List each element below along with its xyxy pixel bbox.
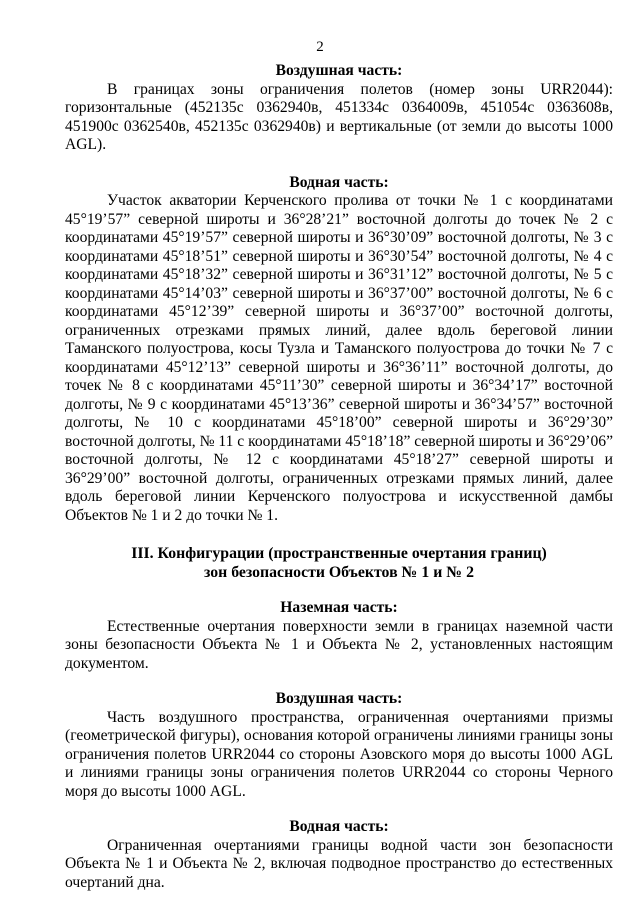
document-body (65, 62, 613, 892)
air-part-text: В границах зоны ограничения полетов (номер зоны URR2044): горизонтальные (452135с 0362940в, 451334с 0364009в, 451054с 0363608в, 451900с 0362540в, 452135с 0362940в) и вертикальные (от земли до высоты 1000 AGL). (65, 80, 613, 153)
air-part-2-text: Часть воздушного пространства, ограниченная очертаниями призмы (геометрической фигуры), основания которой ограничены линиями границы зоны ограничения полетов URR2044 со стороны Азовского моря до высоты 1000 AGL и линиями границы зоны ограничения полетов URR2044 со стороны Черного моря до высоты 1000 AGL. (65, 708, 613, 800)
air-part-heading: Воздушная часть: (275, 62, 403, 79)
water-part-heading: Водная часть: (289, 173, 389, 191)
page-number: 2 (316, 39, 324, 55)
section-3-title-line2: зон безопасности Объектов № 1 и № 2 (204, 564, 474, 581)
water-part-2-text: Ограниченная очертаниями границы водной части зон безопасности Объекта № 1 и Объекта № 2, включая подводное пространство до естественных очертаний дна. (65, 836, 613, 891)
ground-part-text: Естественные очертания поверхности земли в границах наземной части зоны безопасности Объекта № 1 и Объекта № 2, установленных настоящим документом. (65, 617, 613, 672)
water-part-text: Участок акватории Керченского пролива от точки № 1 с координатами 45°19’57” северной широты и 36°28’21” восточной долготы до точек № 2 с координатами 45°19’57” северной широты и 36°30’09” восточной долготы, № 3 с координатами 45°18’51” северной широты и 36°30’54” восточной долготы, № 4 с координатами 45°18’32” северной широты и 36°31’12” восточной долготы, № 5 с координатами 45°14’03” северной широты и 36°37’00” восточной долготы, № 6 с координатами 45°12’39” северной широты и 36°37’00” восточной долготы, ограниченных отрезками прямых линий, далее вдоль береговой линии Таманского полуострова, косы Тузла и Таманского полуострова до точки № 7 с координатами 45°12’13” северной широты и 36°36’11” восточной долготы, до точек № 8 с координатами 45°11’30” северной широты и 36°34’17” восточной долготы, № 9 с координатами 45°13’36” северной широты и 36°34’57” восточной долготы, № 10 с координатами 45°18’00” северной широты и 36°29’30” восточной долготы, № 11 с координатами 45°18’18” северной широты и 36°29’06” восточной долготы, № 12 с координатами 45°18’27” северной широты и 36°29’00” восточной долготы, ограниченных отрезками прямых линий, далее вдоль береговой линии Керченского полуострова и искусственной дамбы Объектов № 1 и 2 до точки № 1. (65, 192, 613, 524)
water-part-2-heading: Водная часть: (289, 818, 389, 835)
section-3-title-line1: III. Конфигурации (пространственные очертания границ) (131, 545, 547, 562)
ground-part-heading: Наземная часть: (280, 599, 398, 616)
air-part-2-heading: Воздушная часть: (275, 690, 403, 707)
